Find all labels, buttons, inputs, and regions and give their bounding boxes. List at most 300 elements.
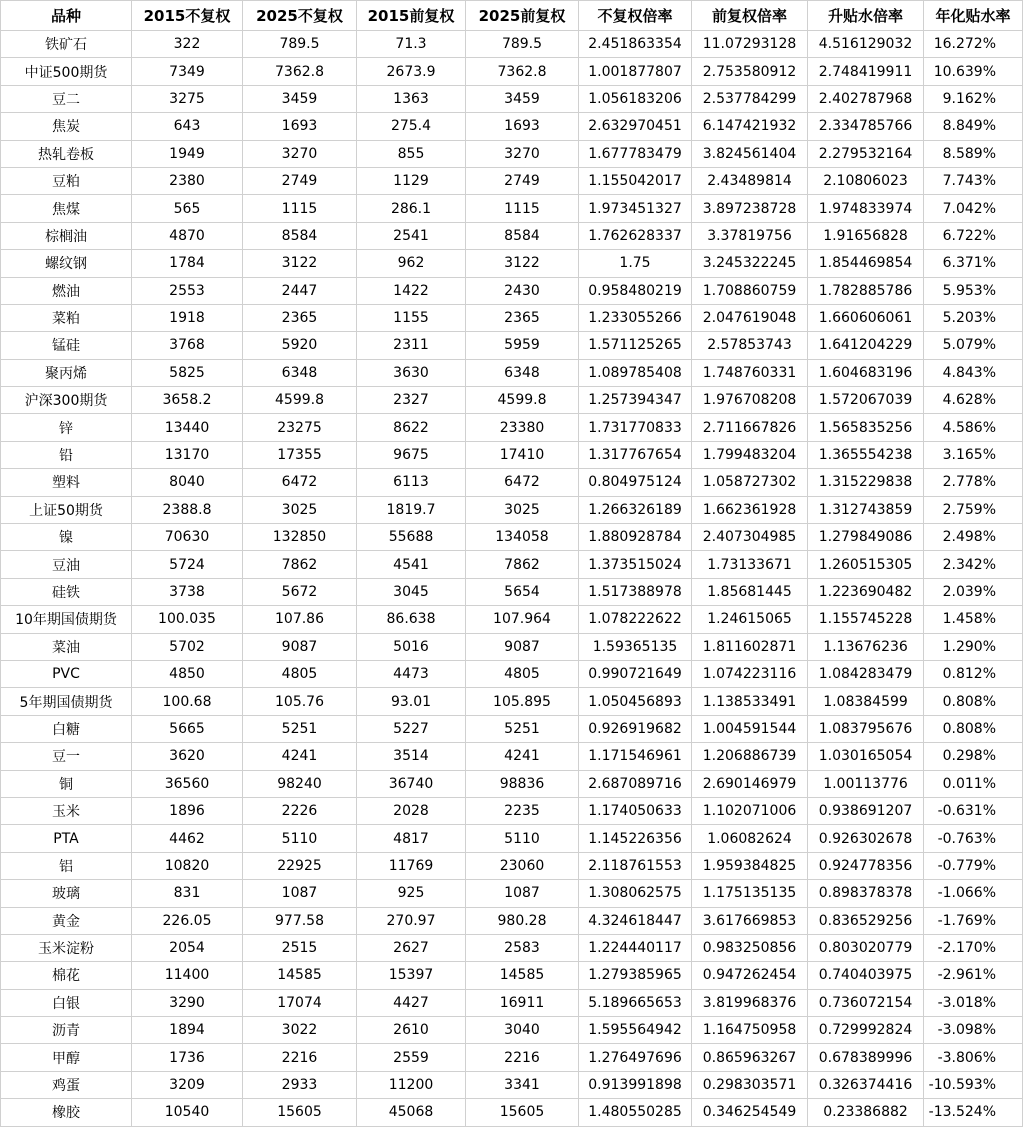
cell-variety: 沪深300期货 bbox=[1, 387, 132, 414]
cell-variety: 铁矿石 bbox=[1, 31, 132, 58]
cell-forward-adjusted-ratio: 0.947262454 bbox=[692, 962, 808, 989]
cell-basis-ratio: 2.279532164 bbox=[808, 140, 924, 167]
cell-unadjusted-2025: 107.86 bbox=[243, 606, 357, 633]
cell-basis-ratio: 0.803020779 bbox=[808, 934, 924, 961]
cell-forward-adjusted-2015: 71.3 bbox=[357, 31, 466, 58]
cell-forward-adjusted-2015: 1363 bbox=[357, 85, 466, 112]
cell-forward-adjusted-ratio: 3.824561404 bbox=[692, 140, 808, 167]
cell-variety: 10年期国债期货 bbox=[1, 606, 132, 633]
cell-annualized-discount-rate: 1.458% bbox=[924, 606, 1023, 633]
cell-forward-adjusted-2025: 980.28 bbox=[466, 907, 579, 934]
cell-unadjusted-ratio: 1.078222622 bbox=[579, 606, 692, 633]
cell-forward-adjusted-2015: 9675 bbox=[357, 441, 466, 468]
table-row bbox=[1, 524, 1023, 551]
cell-variety: 塑料 bbox=[1, 469, 132, 496]
cell-forward-adjusted-ratio: 1.959384825 bbox=[692, 852, 808, 879]
cell-unadjusted-2025: 2933 bbox=[243, 1071, 357, 1098]
cell-forward-adjusted-2015: 5016 bbox=[357, 633, 466, 660]
cell-forward-adjusted-2015: 286.1 bbox=[357, 195, 466, 222]
cell-forward-adjusted-2015: 855 bbox=[357, 140, 466, 167]
cell-basis-ratio: 1.084283479 bbox=[808, 660, 924, 687]
cell-unadjusted-ratio: 1.880928784 bbox=[579, 524, 692, 551]
cell-unadjusted-2025: 977.58 bbox=[243, 907, 357, 934]
cell-forward-adjusted-2025: 3341 bbox=[466, 1071, 579, 1098]
cell-unadjusted-2015: 5665 bbox=[132, 715, 243, 742]
cell-unadjusted-ratio: 1.571125265 bbox=[579, 332, 692, 359]
cell-basis-ratio: 1.00113776 bbox=[808, 770, 924, 797]
cell-variety: 燃油 bbox=[1, 277, 132, 304]
cell-forward-adjusted-ratio: 1.206886739 bbox=[692, 743, 808, 770]
cell-annualized-discount-rate: 9.162% bbox=[924, 85, 1023, 112]
cell-forward-adjusted-ratio: 11.07293128 bbox=[692, 31, 808, 58]
table-row bbox=[1, 113, 1023, 140]
cell-variety: 玻璃 bbox=[1, 880, 132, 907]
cell-variety: 锰硅 bbox=[1, 332, 132, 359]
cell-forward-adjusted-ratio: 0.346254549 bbox=[692, 1099, 808, 1126]
cell-unadjusted-ratio: 0.926919682 bbox=[579, 715, 692, 742]
cell-basis-ratio: 0.898378378 bbox=[808, 880, 924, 907]
cell-unadjusted-ratio: 2.118761553 bbox=[579, 852, 692, 879]
table-row bbox=[1, 1044, 1023, 1071]
cell-annualized-discount-rate: -3.098% bbox=[924, 1017, 1023, 1044]
cell-unadjusted-ratio: 1.266326189 bbox=[579, 496, 692, 523]
cell-forward-adjusted-2015: 93.01 bbox=[357, 688, 466, 715]
cell-unadjusted-ratio: 1.089785408 bbox=[579, 359, 692, 386]
cell-forward-adjusted-2015: 1422 bbox=[357, 277, 466, 304]
cell-forward-adjusted-2015: 2541 bbox=[357, 222, 466, 249]
table-row bbox=[1, 304, 1023, 331]
cell-unadjusted-2025: 2226 bbox=[243, 797, 357, 824]
table-body bbox=[1, 31, 1023, 1127]
cell-unadjusted-ratio: 1.279385965 bbox=[579, 962, 692, 989]
cell-unadjusted-ratio: 1.480550285 bbox=[579, 1099, 692, 1126]
cell-variety: 豆二 bbox=[1, 85, 132, 112]
cell-unadjusted-2025: 4599.8 bbox=[243, 387, 357, 414]
cell-variety: 白银 bbox=[1, 989, 132, 1016]
cell-basis-ratio: 0.678389996 bbox=[808, 1044, 924, 1071]
cell-forward-adjusted-ratio: 1.24615065 bbox=[692, 606, 808, 633]
cell-forward-adjusted-2025: 98836 bbox=[466, 770, 579, 797]
cell-forward-adjusted-ratio: 1.662361928 bbox=[692, 496, 808, 523]
cell-variety: 螺纹钢 bbox=[1, 250, 132, 277]
cell-forward-adjusted-2025: 4805 bbox=[466, 660, 579, 687]
cell-unadjusted-ratio: 0.990721649 bbox=[579, 660, 692, 687]
cell-forward-adjusted-2025: 134058 bbox=[466, 524, 579, 551]
cell-unadjusted-ratio: 1.59365135 bbox=[579, 633, 692, 660]
cell-annualized-discount-rate: -13.524% bbox=[924, 1099, 1023, 1126]
cell-variety: 豆油 bbox=[1, 551, 132, 578]
cell-variety: 玉米 bbox=[1, 797, 132, 824]
cell-basis-ratio: 0.740403975 bbox=[808, 962, 924, 989]
table-row bbox=[1, 414, 1023, 441]
cell-unadjusted-ratio: 1.155042017 bbox=[579, 167, 692, 194]
cell-annualized-discount-rate: 4.586% bbox=[924, 414, 1023, 441]
cell-annualized-discount-rate: 8.589% bbox=[924, 140, 1023, 167]
cell-variety: PVC bbox=[1, 660, 132, 687]
cell-forward-adjusted-ratio: 0.983250856 bbox=[692, 934, 808, 961]
cell-forward-adjusted-ratio: 1.85681445 bbox=[692, 578, 808, 605]
cell-basis-ratio: 1.13676236 bbox=[808, 633, 924, 660]
cell-unadjusted-2025: 7362.8 bbox=[243, 58, 357, 85]
cell-unadjusted-2025: 5672 bbox=[243, 578, 357, 605]
cell-forward-adjusted-2015: 2610 bbox=[357, 1017, 466, 1044]
cell-unadjusted-ratio: 1.595564942 bbox=[579, 1017, 692, 1044]
cell-forward-adjusted-2015: 5227 bbox=[357, 715, 466, 742]
table-row bbox=[1, 578, 1023, 605]
cell-forward-adjusted-2015: 45068 bbox=[357, 1099, 466, 1126]
cell-forward-adjusted-ratio: 1.004591544 bbox=[692, 715, 808, 742]
cell-basis-ratio: 1.155745228 bbox=[808, 606, 924, 633]
cell-unadjusted-2015: 2553 bbox=[132, 277, 243, 304]
cell-unadjusted-ratio: 1.174050633 bbox=[579, 797, 692, 824]
cell-forward-adjusted-2025: 2216 bbox=[466, 1044, 579, 1071]
cell-unadjusted-2025: 23275 bbox=[243, 414, 357, 441]
cell-variety: 甲醇 bbox=[1, 1044, 132, 1071]
cell-unadjusted-2025: 4241 bbox=[243, 743, 357, 770]
cell-forward-adjusted-2025: 1115 bbox=[466, 195, 579, 222]
cell-annualized-discount-rate: -10.593% bbox=[924, 1071, 1023, 1098]
cell-unadjusted-ratio: 5.189665653 bbox=[579, 989, 692, 1016]
cell-unadjusted-2025: 3459 bbox=[243, 85, 357, 112]
cell-forward-adjusted-2015: 6113 bbox=[357, 469, 466, 496]
cell-basis-ratio: 1.030165054 bbox=[808, 743, 924, 770]
cell-forward-adjusted-2015: 275.4 bbox=[357, 113, 466, 140]
cell-forward-adjusted-2025: 107.964 bbox=[466, 606, 579, 633]
cell-unadjusted-2025: 22925 bbox=[243, 852, 357, 879]
table-row bbox=[1, 31, 1023, 58]
cell-forward-adjusted-2025: 4241 bbox=[466, 743, 579, 770]
cell-forward-adjusted-2015: 2673.9 bbox=[357, 58, 466, 85]
table-row bbox=[1, 606, 1023, 633]
cell-variety: 中证500期货 bbox=[1, 58, 132, 85]
cell-basis-ratio: 1.315229838 bbox=[808, 469, 924, 496]
table-row bbox=[1, 140, 1023, 167]
cell-basis-ratio: 0.938691207 bbox=[808, 797, 924, 824]
table-row bbox=[1, 688, 1023, 715]
table-row bbox=[1, 743, 1023, 770]
cell-variety: 铅 bbox=[1, 441, 132, 468]
cell-unadjusted-2025: 3025 bbox=[243, 496, 357, 523]
cell-forward-adjusted-2025: 2749 bbox=[466, 167, 579, 194]
cell-forward-adjusted-ratio: 1.708860759 bbox=[692, 277, 808, 304]
table-row bbox=[1, 332, 1023, 359]
cell-unadjusted-2015: 36560 bbox=[132, 770, 243, 797]
cell-forward-adjusted-2015: 36740 bbox=[357, 770, 466, 797]
cell-annualized-discount-rate: 5.953% bbox=[924, 277, 1023, 304]
cell-forward-adjusted-2015: 2028 bbox=[357, 797, 466, 824]
cell-unadjusted-2015: 10820 bbox=[132, 852, 243, 879]
cell-forward-adjusted-2015: 2311 bbox=[357, 332, 466, 359]
cell-variety: 黄金 bbox=[1, 907, 132, 934]
cell-unadjusted-2015: 2388.8 bbox=[132, 496, 243, 523]
cell-unadjusted-ratio: 4.324618447 bbox=[579, 907, 692, 934]
cell-annualized-discount-rate: -3.018% bbox=[924, 989, 1023, 1016]
cell-forward-adjusted-2015: 3045 bbox=[357, 578, 466, 605]
cell-unadjusted-2025: 1087 bbox=[243, 880, 357, 907]
cell-variety: 沥青 bbox=[1, 1017, 132, 1044]
column-header-basis-ratio: 升贴水倍率 bbox=[808, 1, 924, 31]
cell-forward-adjusted-2025: 3122 bbox=[466, 250, 579, 277]
cell-unadjusted-2025: 6348 bbox=[243, 359, 357, 386]
cell-variety: 上证50期货 bbox=[1, 496, 132, 523]
cell-basis-ratio: 0.736072154 bbox=[808, 989, 924, 1016]
cell-forward-adjusted-2015: 11200 bbox=[357, 1071, 466, 1098]
cell-forward-adjusted-2025: 105.895 bbox=[466, 688, 579, 715]
column-header-variety: 品种 bbox=[1, 1, 132, 31]
cell-variety: 5年期国债期货 bbox=[1, 688, 132, 715]
cell-variety: 豆一 bbox=[1, 743, 132, 770]
cell-forward-adjusted-2025: 3270 bbox=[466, 140, 579, 167]
cell-unadjusted-2015: 7349 bbox=[132, 58, 243, 85]
cell-variety: 棉花 bbox=[1, 962, 132, 989]
cell-unadjusted-ratio: 1.75 bbox=[579, 250, 692, 277]
cell-forward-adjusted-2025: 1087 bbox=[466, 880, 579, 907]
column-header-forward-adjusted-ratio: 前复权倍率 bbox=[692, 1, 808, 31]
cell-forward-adjusted-ratio: 3.819968376 bbox=[692, 989, 808, 1016]
cell-forward-adjusted-ratio: 1.976708208 bbox=[692, 387, 808, 414]
cell-forward-adjusted-2025: 6348 bbox=[466, 359, 579, 386]
cell-basis-ratio: 0.924778356 bbox=[808, 852, 924, 879]
cell-variety: 锌 bbox=[1, 414, 132, 441]
cell-annualized-discount-rate: 7.042% bbox=[924, 195, 1023, 222]
table-row bbox=[1, 1017, 1023, 1044]
cell-variety: 硅铁 bbox=[1, 578, 132, 605]
table-row bbox=[1, 934, 1023, 961]
cell-unadjusted-2015: 3290 bbox=[132, 989, 243, 1016]
cell-unadjusted-2015: 1918 bbox=[132, 304, 243, 331]
cell-basis-ratio: 1.083795676 bbox=[808, 715, 924, 742]
cell-annualized-discount-rate: 2.342% bbox=[924, 551, 1023, 578]
cell-forward-adjusted-ratio: 3.245322245 bbox=[692, 250, 808, 277]
cell-unadjusted-2025: 7862 bbox=[243, 551, 357, 578]
cell-unadjusted-2025: 2365 bbox=[243, 304, 357, 331]
cell-variety: 豆粕 bbox=[1, 167, 132, 194]
cell-forward-adjusted-2025: 16911 bbox=[466, 989, 579, 1016]
cell-basis-ratio: 1.223690482 bbox=[808, 578, 924, 605]
cell-annualized-discount-rate: 0.298% bbox=[924, 743, 1023, 770]
cell-forward-adjusted-2015: 4817 bbox=[357, 825, 466, 852]
column-header-annualized-discount-rate: 年化贴水率 bbox=[924, 1, 1023, 31]
cell-annualized-discount-rate: 0.011% bbox=[924, 770, 1023, 797]
cell-unadjusted-ratio: 1.973451327 bbox=[579, 195, 692, 222]
cell-forward-adjusted-ratio: 6.147421932 bbox=[692, 113, 808, 140]
cell-unadjusted-2025: 1693 bbox=[243, 113, 357, 140]
cell-unadjusted-2015: 2054 bbox=[132, 934, 243, 961]
cell-forward-adjusted-2015: 270.97 bbox=[357, 907, 466, 934]
table-row bbox=[1, 989, 1023, 1016]
cell-forward-adjusted-2015: 2627 bbox=[357, 934, 466, 961]
cell-unadjusted-2025: 3022 bbox=[243, 1017, 357, 1044]
cell-unadjusted-2015: 1949 bbox=[132, 140, 243, 167]
cell-unadjusted-ratio: 1.276497696 bbox=[579, 1044, 692, 1071]
cell-forward-adjusted-ratio: 3.37819756 bbox=[692, 222, 808, 249]
cell-unadjusted-2015: 2380 bbox=[132, 167, 243, 194]
table-row bbox=[1, 551, 1023, 578]
cell-basis-ratio: 0.23386882 bbox=[808, 1099, 924, 1126]
cell-basis-ratio: 0.836529256 bbox=[808, 907, 924, 934]
column-header-forward-adjusted-2025: 2025前复权 bbox=[466, 1, 579, 31]
cell-unadjusted-2015: 3658.2 bbox=[132, 387, 243, 414]
cell-unadjusted-2015: 3738 bbox=[132, 578, 243, 605]
cell-basis-ratio: 1.08384599 bbox=[808, 688, 924, 715]
cell-forward-adjusted-2025: 789.5 bbox=[466, 31, 579, 58]
header-row bbox=[1, 1, 1023, 31]
cell-variety: 焦炭 bbox=[1, 113, 132, 140]
table-row bbox=[1, 852, 1023, 879]
cell-annualized-discount-rate: -2.961% bbox=[924, 962, 1023, 989]
cell-variety: 焦煤 bbox=[1, 195, 132, 222]
cell-basis-ratio: 1.660606061 bbox=[808, 304, 924, 331]
cell-basis-ratio: 1.312743859 bbox=[808, 496, 924, 523]
cell-basis-ratio: 1.641204229 bbox=[808, 332, 924, 359]
cell-forward-adjusted-ratio: 1.074223116 bbox=[692, 660, 808, 687]
cell-forward-adjusted-ratio: 1.811602871 bbox=[692, 633, 808, 660]
cell-variety: 菜粕 bbox=[1, 304, 132, 331]
cell-unadjusted-2015: 10540 bbox=[132, 1099, 243, 1126]
cell-forward-adjusted-2025: 3040 bbox=[466, 1017, 579, 1044]
cell-annualized-discount-rate: 5.203% bbox=[924, 304, 1023, 331]
cell-variety: 镍 bbox=[1, 524, 132, 551]
column-header-unadjusted-ratio: 不复权倍率 bbox=[579, 1, 692, 31]
cell-variety: 鸡蛋 bbox=[1, 1071, 132, 1098]
cell-forward-adjusted-ratio: 0.865963267 bbox=[692, 1044, 808, 1071]
cell-forward-adjusted-2025: 7862 bbox=[466, 551, 579, 578]
cell-variety: PTA bbox=[1, 825, 132, 852]
cell-unadjusted-2015: 1736 bbox=[132, 1044, 243, 1071]
cell-unadjusted-2025: 6472 bbox=[243, 469, 357, 496]
cell-annualized-discount-rate: -0.779% bbox=[924, 852, 1023, 879]
cell-unadjusted-2025: 14585 bbox=[243, 962, 357, 989]
cell-annualized-discount-rate: -2.170% bbox=[924, 934, 1023, 961]
cell-forward-adjusted-2025: 17410 bbox=[466, 441, 579, 468]
cell-forward-adjusted-ratio: 2.711667826 bbox=[692, 414, 808, 441]
cell-forward-adjusted-2025: 1693 bbox=[466, 113, 579, 140]
cell-basis-ratio: 1.572067039 bbox=[808, 387, 924, 414]
cell-forward-adjusted-2025: 7362.8 bbox=[466, 58, 579, 85]
cell-unadjusted-2025: 2749 bbox=[243, 167, 357, 194]
cell-unadjusted-2025: 17355 bbox=[243, 441, 357, 468]
cell-unadjusted-2015: 5825 bbox=[132, 359, 243, 386]
cell-forward-adjusted-2015: 4427 bbox=[357, 989, 466, 1016]
table-row bbox=[1, 715, 1023, 742]
cell-forward-adjusted-2015: 55688 bbox=[357, 524, 466, 551]
cell-unadjusted-2015: 322 bbox=[132, 31, 243, 58]
cell-unadjusted-2025: 5251 bbox=[243, 715, 357, 742]
cell-unadjusted-ratio: 2.632970451 bbox=[579, 113, 692, 140]
cell-unadjusted-ratio: 1.677783479 bbox=[579, 140, 692, 167]
cell-basis-ratio: 1.260515305 bbox=[808, 551, 924, 578]
cell-annualized-discount-rate: -0.763% bbox=[924, 825, 1023, 852]
cell-annualized-discount-rate: 7.743% bbox=[924, 167, 1023, 194]
cell-unadjusted-2015: 11400 bbox=[132, 962, 243, 989]
table-row bbox=[1, 277, 1023, 304]
cell-unadjusted-2025: 2447 bbox=[243, 277, 357, 304]
cell-basis-ratio: 0.926302678 bbox=[808, 825, 924, 852]
cell-forward-adjusted-ratio: 2.43489814 bbox=[692, 167, 808, 194]
cell-annualized-discount-rate: 2.498% bbox=[924, 524, 1023, 551]
cell-forward-adjusted-2025: 2430 bbox=[466, 277, 579, 304]
cell-unadjusted-2015: 13170 bbox=[132, 441, 243, 468]
cell-unadjusted-ratio: 0.804975124 bbox=[579, 469, 692, 496]
cell-basis-ratio: 4.516129032 bbox=[808, 31, 924, 58]
cell-annualized-discount-rate: 2.039% bbox=[924, 578, 1023, 605]
cell-forward-adjusted-2025: 3025 bbox=[466, 496, 579, 523]
cell-unadjusted-2025: 105.76 bbox=[243, 688, 357, 715]
cell-unadjusted-2025: 4805 bbox=[243, 660, 357, 687]
cell-unadjusted-ratio: 0.913991898 bbox=[579, 1071, 692, 1098]
cell-unadjusted-2025: 2515 bbox=[243, 934, 357, 961]
cell-forward-adjusted-ratio: 1.748760331 bbox=[692, 359, 808, 386]
cell-basis-ratio: 2.10806023 bbox=[808, 167, 924, 194]
cell-unadjusted-2015: 13440 bbox=[132, 414, 243, 441]
cell-unadjusted-2025: 3122 bbox=[243, 250, 357, 277]
cell-forward-adjusted-2025: 15605 bbox=[466, 1099, 579, 1126]
cell-basis-ratio: 2.748419911 bbox=[808, 58, 924, 85]
cell-forward-adjusted-2025: 8584 bbox=[466, 222, 579, 249]
cell-forward-adjusted-2025: 2365 bbox=[466, 304, 579, 331]
table-row bbox=[1, 85, 1023, 112]
cell-annualized-discount-rate: 8.849% bbox=[924, 113, 1023, 140]
cell-basis-ratio: 0.326374416 bbox=[808, 1071, 924, 1098]
table-row bbox=[1, 962, 1023, 989]
cell-variety: 聚丙烯 bbox=[1, 359, 132, 386]
cell-unadjusted-2015: 1784 bbox=[132, 250, 243, 277]
cell-unadjusted-ratio: 1.056183206 bbox=[579, 85, 692, 112]
cell-basis-ratio: 1.279849086 bbox=[808, 524, 924, 551]
cell-unadjusted-ratio: 0.958480219 bbox=[579, 277, 692, 304]
cell-annualized-discount-rate: -1.769% bbox=[924, 907, 1023, 934]
cell-variety: 菜油 bbox=[1, 633, 132, 660]
cell-forward-adjusted-2025: 5654 bbox=[466, 578, 579, 605]
cell-unadjusted-2015: 5702 bbox=[132, 633, 243, 660]
cell-forward-adjusted-ratio: 1.73133671 bbox=[692, 551, 808, 578]
cell-basis-ratio: 1.604683196 bbox=[808, 359, 924, 386]
table-header bbox=[1, 1, 1023, 31]
cell-forward-adjusted-ratio: 2.690146979 bbox=[692, 770, 808, 797]
cell-unadjusted-2015: 565 bbox=[132, 195, 243, 222]
cell-annualized-discount-rate: 5.079% bbox=[924, 332, 1023, 359]
cell-unadjusted-2025: 1115 bbox=[243, 195, 357, 222]
cell-annualized-discount-rate: 10.639% bbox=[924, 58, 1023, 85]
table-row bbox=[1, 250, 1023, 277]
cell-unadjusted-2015: 70630 bbox=[132, 524, 243, 551]
cell-variety: 橡胶 bbox=[1, 1099, 132, 1126]
cell-unadjusted-2025: 8584 bbox=[243, 222, 357, 249]
table-row bbox=[1, 1071, 1023, 1098]
cell-unadjusted-2025: 5920 bbox=[243, 332, 357, 359]
cell-annualized-discount-rate: 0.812% bbox=[924, 660, 1023, 687]
cell-forward-adjusted-ratio: 2.753580912 bbox=[692, 58, 808, 85]
table-row bbox=[1, 359, 1023, 386]
column-header-unadjusted-2025: 2025不复权 bbox=[243, 1, 357, 31]
cell-forward-adjusted-ratio: 1.138533491 bbox=[692, 688, 808, 715]
cell-variety: 热轧卷板 bbox=[1, 140, 132, 167]
cell-unadjusted-2015: 831 bbox=[132, 880, 243, 907]
cell-basis-ratio: 1.91656828 bbox=[808, 222, 924, 249]
table-row bbox=[1, 167, 1023, 194]
cell-unadjusted-ratio: 1.308062575 bbox=[579, 880, 692, 907]
cell-basis-ratio: 2.334785766 bbox=[808, 113, 924, 140]
table-row bbox=[1, 880, 1023, 907]
cell-annualized-discount-rate: 16.272% bbox=[924, 31, 1023, 58]
cell-basis-ratio: 1.854469854 bbox=[808, 250, 924, 277]
cell-unadjusted-2025: 17074 bbox=[243, 989, 357, 1016]
cell-unadjusted-2025: 15605 bbox=[243, 1099, 357, 1126]
cell-forward-adjusted-2015: 86.638 bbox=[357, 606, 466, 633]
cell-forward-adjusted-ratio: 1.175135135 bbox=[692, 880, 808, 907]
cell-basis-ratio: 1.782885786 bbox=[808, 277, 924, 304]
cell-unadjusted-ratio: 1.233055266 bbox=[579, 304, 692, 331]
